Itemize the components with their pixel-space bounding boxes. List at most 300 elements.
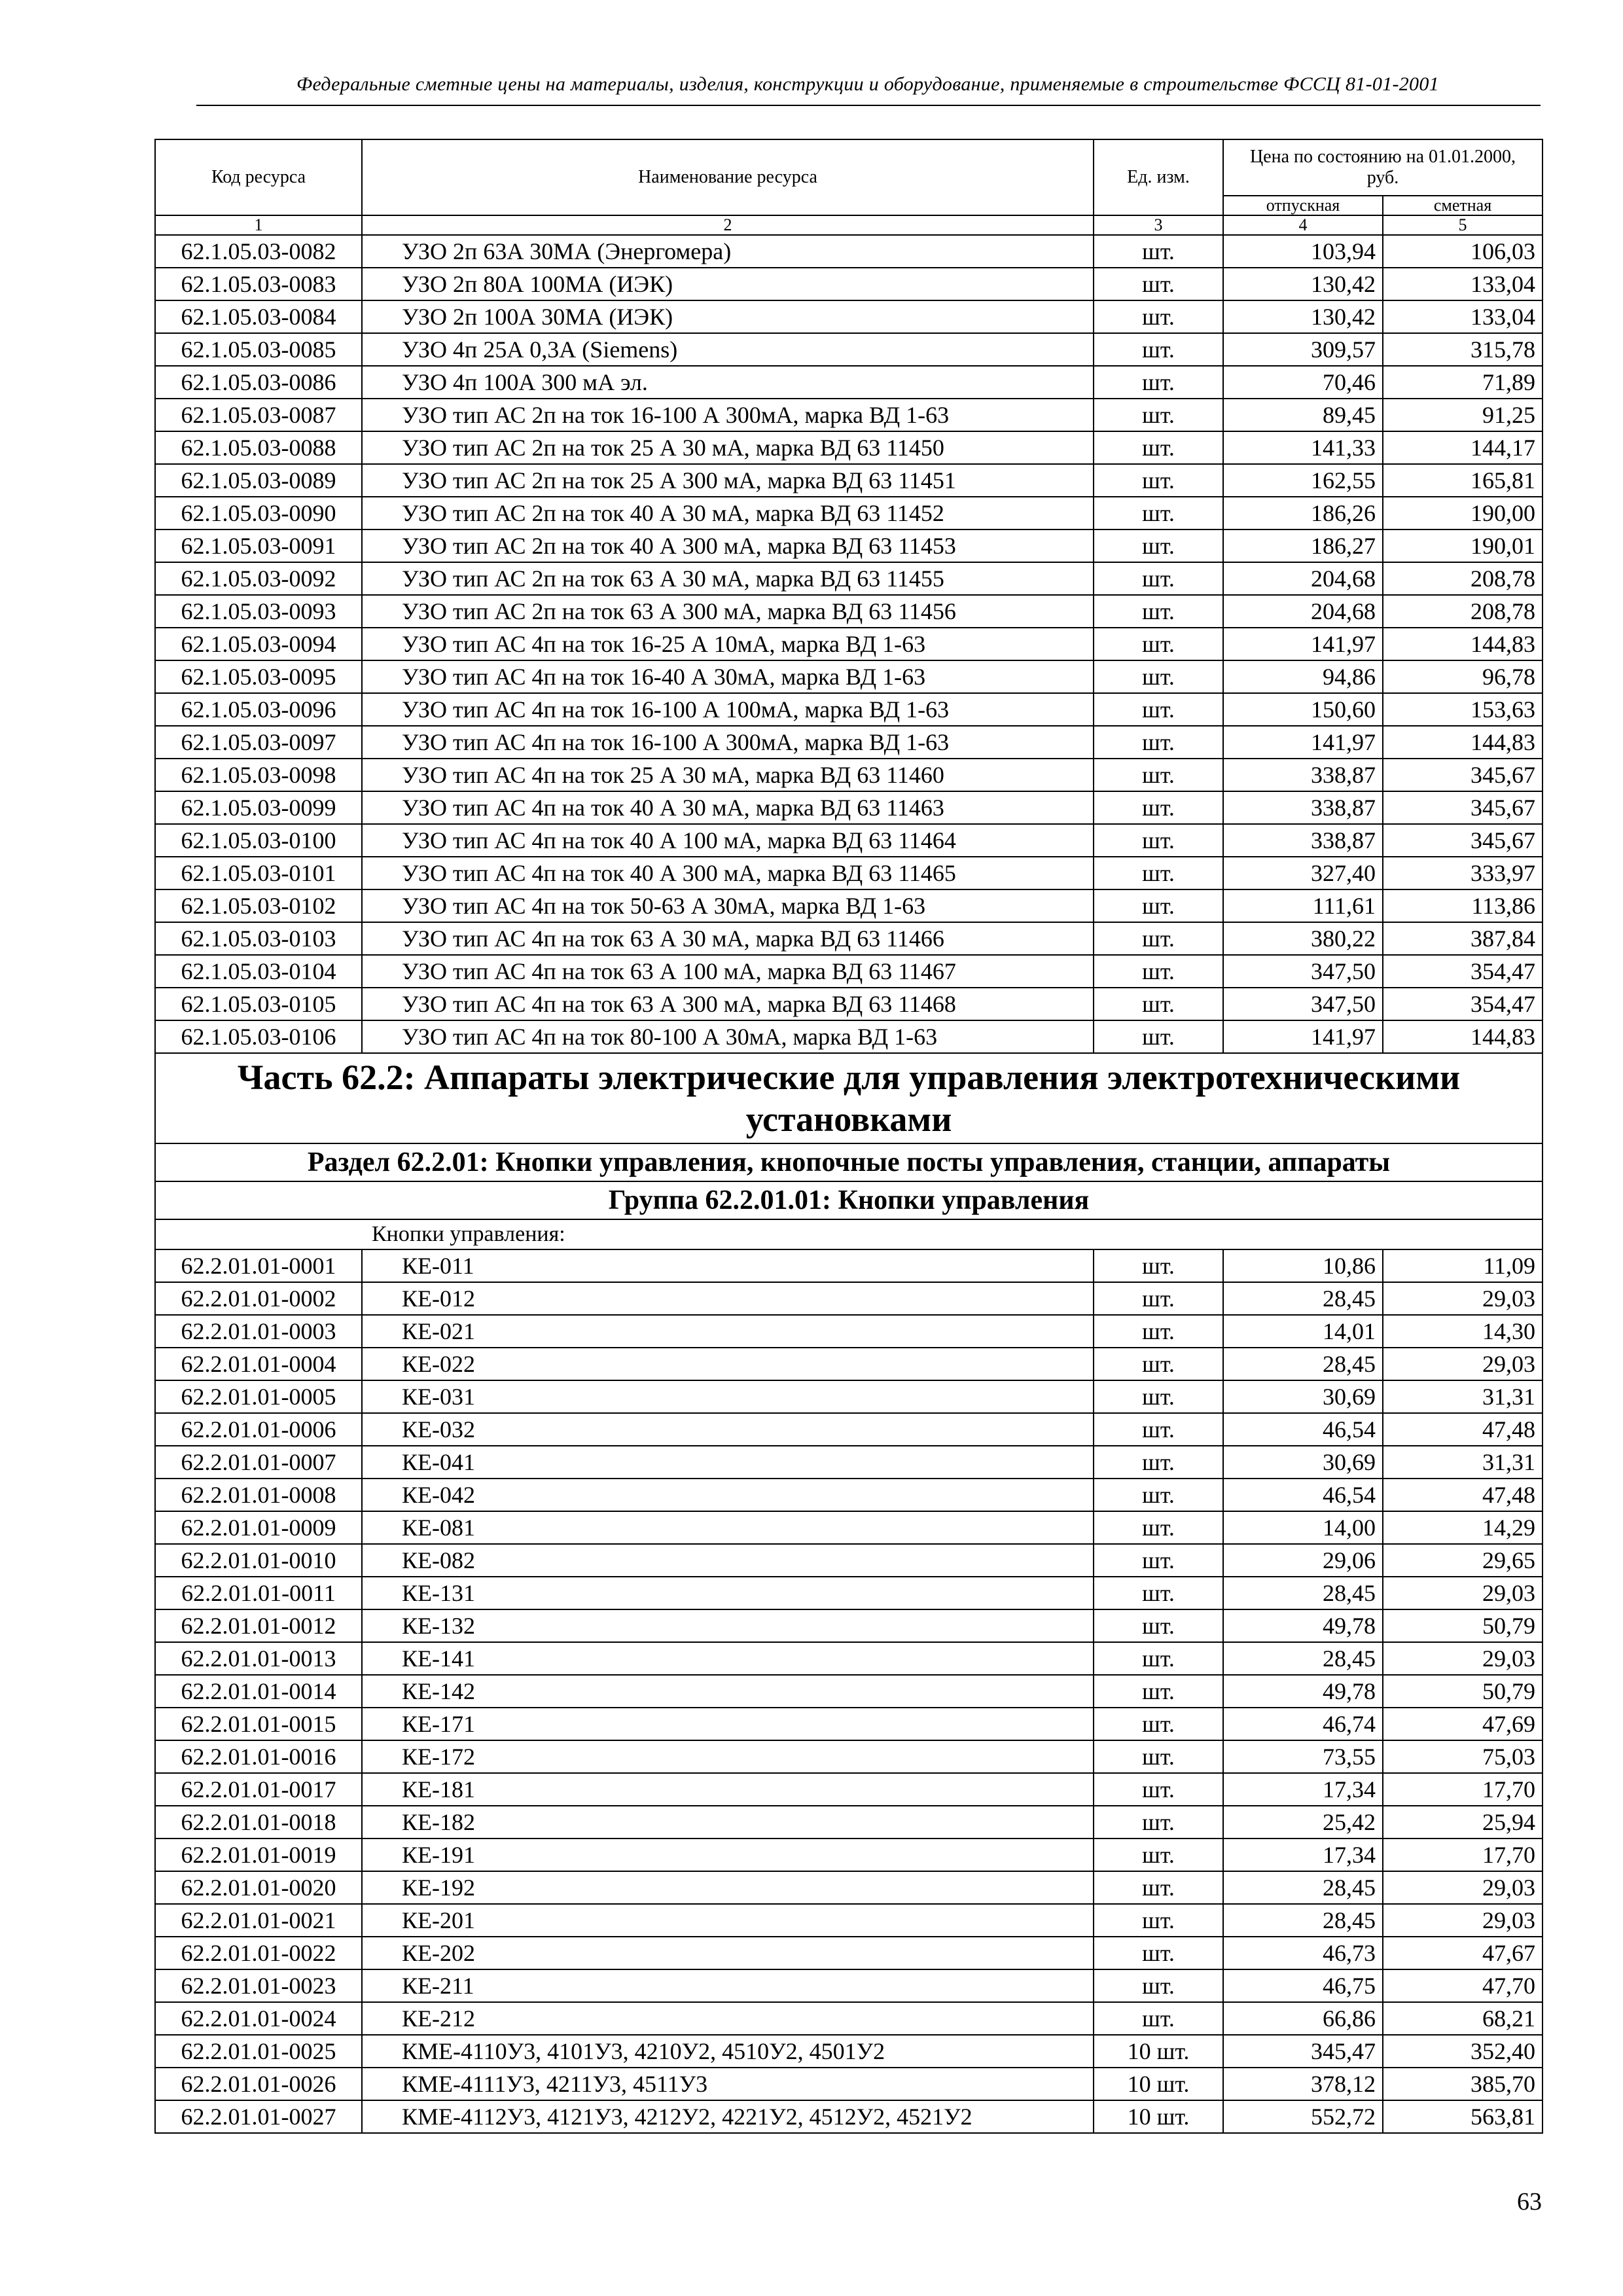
release-price: 111,61 bbox=[1223, 889, 1383, 922]
estimate-price: 25,94 bbox=[1383, 1806, 1543, 1839]
unit-of-measure: шт. bbox=[1094, 464, 1223, 497]
resource-name: УЗО тип АС 2п на ток 25 А 300 мА, марка ВД 63 11451 bbox=[362, 464, 1094, 497]
unit-of-measure: шт. bbox=[1094, 1871, 1223, 1904]
release-price: 49,78 bbox=[1223, 1609, 1383, 1642]
release-price: 378,12 bbox=[1223, 2068, 1383, 2100]
unit-of-measure: шт. bbox=[1094, 922, 1223, 955]
resource-code: 62.2.01.01-0014 bbox=[155, 1675, 362, 1708]
release-price: 380,22 bbox=[1223, 922, 1383, 955]
resource-name: УЗО тип АС 4п на ток 63 А 100 мА, марка ВД 63 11467 bbox=[362, 955, 1094, 988]
col-number: 1 bbox=[155, 215, 362, 235]
resource-name: УЗО 4п 100А 300 мА эл. bbox=[362, 366, 1094, 399]
unit-of-measure: шт. bbox=[1094, 1675, 1223, 1708]
resource-code: 62.1.05.03-0092 bbox=[155, 562, 362, 595]
button-rows bbox=[155, 1249, 1543, 2133]
resource-code: 62.2.01.01-0027 bbox=[155, 2100, 362, 2133]
unit-of-measure: шт. bbox=[1094, 693, 1223, 726]
estimate-price: 29,03 bbox=[1383, 1871, 1543, 1904]
resource-name: УЗО тип АС 2п на ток 16-100 А 300мА, марка ВД 1-63 bbox=[362, 399, 1094, 431]
table-row bbox=[155, 1348, 1543, 1380]
release-price: 46,74 bbox=[1223, 1708, 1383, 1740]
table-row bbox=[155, 1020, 1543, 1053]
col-number: 2 bbox=[362, 215, 1094, 235]
unit-of-measure: шт. bbox=[1094, 1577, 1223, 1609]
estimate-price: 47,70 bbox=[1383, 1969, 1543, 2002]
table-row bbox=[155, 497, 1543, 529]
release-price: 46,54 bbox=[1223, 1413, 1383, 1446]
release-price: 49,78 bbox=[1223, 1675, 1383, 1708]
release-price: 28,45 bbox=[1223, 1904, 1383, 1937]
estimate-price: 385,70 bbox=[1383, 2068, 1543, 2100]
resource-code: 62.1.05.03-0085 bbox=[155, 333, 362, 366]
resource-code: 62.1.05.03-0088 bbox=[155, 431, 362, 464]
release-price: 28,45 bbox=[1223, 1642, 1383, 1675]
release-price: 347,50 bbox=[1223, 955, 1383, 988]
release-price: 345,47 bbox=[1223, 2035, 1383, 2068]
resource-code: 62.1.05.03-0095 bbox=[155, 660, 362, 693]
resource-code: 62.2.01.01-0025 bbox=[155, 2035, 362, 2068]
table-row bbox=[155, 660, 1543, 693]
release-price: 204,68 bbox=[1223, 595, 1383, 628]
unit-of-measure: шт. bbox=[1094, 235, 1223, 268]
table-row bbox=[155, 268, 1543, 300]
table-row bbox=[155, 1642, 1543, 1675]
unit-of-measure: шт. bbox=[1094, 1937, 1223, 1969]
table-row bbox=[155, 1249, 1543, 1282]
unit-of-measure: шт. bbox=[1094, 1446, 1223, 1479]
estimate-price: 11,09 bbox=[1383, 1249, 1543, 1282]
estimate-price: 144,17 bbox=[1383, 431, 1543, 464]
table-row bbox=[155, 562, 1543, 595]
release-price: 14,00 bbox=[1223, 1511, 1383, 1544]
resource-name: КМЕ-4112У3, 4121У3, 4212У2, 4221У2, 4512У2, 4521У2 bbox=[362, 2100, 1094, 2133]
estimate-price: 29,03 bbox=[1383, 1642, 1543, 1675]
estimate-price: 208,78 bbox=[1383, 562, 1543, 595]
resource-name: КЕ-171 bbox=[362, 1708, 1094, 1740]
unit-of-measure: 10 шт. bbox=[1094, 2100, 1223, 2133]
resource-code: 62.1.05.03-0091 bbox=[155, 529, 362, 562]
unit-of-measure: шт. bbox=[1094, 497, 1223, 529]
resource-code: 62.2.01.01-0019 bbox=[155, 1839, 362, 1871]
unit-of-measure: шт. bbox=[1094, 759, 1223, 791]
table-row bbox=[155, 759, 1543, 791]
table-row bbox=[155, 1479, 1543, 1511]
resource-code: 62.2.01.01-0011 bbox=[155, 1577, 362, 1609]
unit-of-measure: шт. bbox=[1094, 1413, 1223, 1446]
resource-code: 62.2.01.01-0005 bbox=[155, 1380, 362, 1413]
estimate-price: 17,70 bbox=[1383, 1773, 1543, 1806]
estimate-price: 29,03 bbox=[1383, 1904, 1543, 1937]
unit-of-measure: шт. bbox=[1094, 988, 1223, 1020]
estimate-price: 133,04 bbox=[1383, 268, 1543, 300]
resource-name: КЕ-021 bbox=[362, 1315, 1094, 1348]
table-row bbox=[155, 988, 1543, 1020]
table-row bbox=[155, 1904, 1543, 1937]
release-price: 327,40 bbox=[1223, 857, 1383, 889]
col-header-estimate-price: сметная bbox=[1383, 196, 1543, 215]
resource-code: 62.2.01.01-0012 bbox=[155, 1609, 362, 1642]
estimate-price: 68,21 bbox=[1383, 2002, 1543, 2035]
estimate-price: 47,48 bbox=[1383, 1413, 1543, 1446]
table-row bbox=[155, 824, 1543, 857]
unit-of-measure: шт. bbox=[1094, 529, 1223, 562]
resource-code: 62.1.05.03-0087 bbox=[155, 399, 362, 431]
resource-code: 62.1.05.03-0104 bbox=[155, 955, 362, 988]
table-row bbox=[155, 693, 1543, 726]
unit-of-measure: шт. bbox=[1094, 857, 1223, 889]
resource-code: 62.1.05.03-0098 bbox=[155, 759, 362, 791]
col-header-name: Наименование ресурса bbox=[362, 139, 1094, 215]
release-price: 66,86 bbox=[1223, 2002, 1383, 2035]
part-title: Часть 62.2: Аппараты электрические для управления электротехническими установками bbox=[155, 1053, 1543, 1143]
table-row bbox=[155, 2002, 1543, 2035]
resource-name: КЕ-082 bbox=[362, 1544, 1094, 1577]
table-row bbox=[155, 1871, 1543, 1904]
col-header-unit: Ед. изм. bbox=[1094, 139, 1223, 215]
estimate-price: 165,81 bbox=[1383, 464, 1543, 497]
unit-of-measure: шт. bbox=[1094, 889, 1223, 922]
table-row bbox=[155, 1413, 1543, 1446]
resource-code: 62.2.01.01-0015 bbox=[155, 1708, 362, 1740]
release-price: 70,46 bbox=[1223, 366, 1383, 399]
table-row bbox=[155, 1773, 1543, 1806]
estimate-price: 31,31 bbox=[1383, 1380, 1543, 1413]
resource-code: 62.2.01.01-0023 bbox=[155, 1969, 362, 2002]
resource-code: 62.2.01.01-0016 bbox=[155, 1740, 362, 1773]
release-price: 46,73 bbox=[1223, 1937, 1383, 1969]
resource-code: 62.2.01.01-0022 bbox=[155, 1937, 362, 1969]
unit-of-measure: шт. bbox=[1094, 1708, 1223, 1740]
table-row bbox=[155, 464, 1543, 497]
resource-name: УЗО тип АС 2п на ток 40 А 300 мА, марка ВД 63 11453 bbox=[362, 529, 1094, 562]
resource-name: УЗО тип АС 4п на ток 50-63 А 30мА, марка ВД 1-63 bbox=[362, 889, 1094, 922]
table-row bbox=[155, 791, 1543, 824]
resource-name: УЗО тип АС 4п на ток 80-100 А 30мА, марка ВД 1-63 bbox=[362, 1020, 1094, 1053]
estimate-price: 144,83 bbox=[1383, 628, 1543, 660]
release-price: 309,57 bbox=[1223, 333, 1383, 366]
resource-name: КЕ-042 bbox=[362, 1479, 1094, 1511]
resource-name: КЕ-191 bbox=[362, 1839, 1094, 1871]
release-price: 28,45 bbox=[1223, 1348, 1383, 1380]
resource-code: 62.2.01.01-0017 bbox=[155, 1773, 362, 1806]
unit-of-measure: шт. bbox=[1094, 1969, 1223, 2002]
resource-name: УЗО тип АС 4п на ток 25 А 30 мА, марка ВД 63 11460 bbox=[362, 759, 1094, 791]
estimate-price: 208,78 bbox=[1383, 595, 1543, 628]
resource-name: КЕ-211 bbox=[362, 1969, 1094, 2002]
unit-of-measure: шт. bbox=[1094, 1479, 1223, 1511]
subgroup-label: Кнопки управления: bbox=[155, 1219, 1543, 1249]
table-row bbox=[155, 235, 1543, 268]
table-row bbox=[155, 1839, 1543, 1871]
release-price: 25,42 bbox=[1223, 1806, 1383, 1839]
release-price: 204,68 bbox=[1223, 562, 1383, 595]
unit-of-measure: шт. bbox=[1094, 399, 1223, 431]
estimate-price: 315,78 bbox=[1383, 333, 1543, 366]
table-row bbox=[155, 922, 1543, 955]
table-row bbox=[155, 726, 1543, 759]
resource-code: 62.1.05.03-0086 bbox=[155, 366, 362, 399]
page-number: 63 bbox=[1517, 2188, 1542, 2215]
unit-of-measure: шт. bbox=[1094, 1380, 1223, 1413]
rcd-rows bbox=[155, 235, 1543, 1053]
release-price: 17,34 bbox=[1223, 1773, 1383, 1806]
resource-name: УЗО тип АС 4п на ток 63 А 30 мА, марка ВД 63 11466 bbox=[362, 922, 1094, 955]
estimate-price: 345,67 bbox=[1383, 759, 1543, 791]
resource-name: КЕ-022 bbox=[362, 1348, 1094, 1380]
resource-name: КЕ-182 bbox=[362, 1806, 1094, 1839]
resource-code: 62.1.05.03-0100 bbox=[155, 824, 362, 857]
unit-of-measure: шт. bbox=[1094, 1806, 1223, 1839]
estimate-price: 50,79 bbox=[1383, 1609, 1543, 1642]
resource-name: УЗО тип АС 2п на ток 63 А 300 мА, марка ВД 63 11456 bbox=[362, 595, 1094, 628]
release-price: 186,26 bbox=[1223, 497, 1383, 529]
estimate-price: 17,70 bbox=[1383, 1839, 1543, 1871]
resource-code: 62.1.05.03-0101 bbox=[155, 857, 362, 889]
resource-code: 62.1.05.03-0090 bbox=[155, 497, 362, 529]
unit-of-measure: шт. bbox=[1094, 1020, 1223, 1053]
estimate-price: 31,31 bbox=[1383, 1446, 1543, 1479]
table-row bbox=[155, 595, 1543, 628]
resource-code: 62.1.05.03-0094 bbox=[155, 628, 362, 660]
release-price: 46,75 bbox=[1223, 1969, 1383, 2002]
col-header-code: Код ресурса bbox=[155, 139, 362, 215]
release-price: 30,69 bbox=[1223, 1446, 1383, 1479]
unit-of-measure: шт. bbox=[1094, 300, 1223, 333]
table-row bbox=[155, 1969, 1543, 2002]
estimate-price: 29,03 bbox=[1383, 1348, 1543, 1380]
resource-code: 62.2.01.01-0026 bbox=[155, 2068, 362, 2100]
resource-code: 62.1.05.03-0083 bbox=[155, 268, 362, 300]
unit-of-measure: 10 шт. bbox=[1094, 2035, 1223, 2068]
resource-code: 62.2.01.01-0006 bbox=[155, 1413, 362, 1446]
resource-code: 62.1.05.03-0096 bbox=[155, 693, 362, 726]
estimate-price: 352,40 bbox=[1383, 2035, 1543, 2068]
release-price: 17,34 bbox=[1223, 1839, 1383, 1871]
table-row bbox=[155, 889, 1543, 922]
release-price: 94,86 bbox=[1223, 660, 1383, 693]
resource-name: УЗО 2п 63А 30МА (Энергомера) bbox=[362, 235, 1094, 268]
unit-of-measure: шт. bbox=[1094, 366, 1223, 399]
table-row bbox=[155, 1708, 1543, 1740]
estimate-price: 333,97 bbox=[1383, 857, 1543, 889]
resource-code: 62.2.01.01-0004 bbox=[155, 1348, 362, 1380]
resource-name: КЕ-201 bbox=[362, 1904, 1094, 1937]
resource-code: 62.1.05.03-0103 bbox=[155, 922, 362, 955]
section-title: Раздел 62.2.01: Кнопки управления, кнопочные посты управления, станции, аппараты bbox=[155, 1143, 1543, 1181]
estimate-price: 144,83 bbox=[1383, 726, 1543, 759]
resource-name: КЕ-081 bbox=[362, 1511, 1094, 1544]
release-price: 552,72 bbox=[1223, 2100, 1383, 2133]
unit-of-measure: шт. bbox=[1094, 791, 1223, 824]
resource-name: КЕ-202 bbox=[362, 1937, 1094, 1969]
resource-name: УЗО тип АС 4п на ток 40 А 300 мА, марка ВД 63 11465 bbox=[362, 857, 1094, 889]
resource-name: УЗО 2п 100А 30МА (ИЭК) bbox=[362, 300, 1094, 333]
release-price: 162,55 bbox=[1223, 464, 1383, 497]
unit-of-measure: шт. bbox=[1094, 333, 1223, 366]
release-price: 338,87 bbox=[1223, 791, 1383, 824]
release-price: 141,97 bbox=[1223, 1020, 1383, 1053]
resource-code: 62.1.05.03-0099 bbox=[155, 791, 362, 824]
release-price: 141,97 bbox=[1223, 726, 1383, 759]
estimate-price: 133,04 bbox=[1383, 300, 1543, 333]
release-price: 14,01 bbox=[1223, 1315, 1383, 1348]
table-row bbox=[155, 431, 1543, 464]
estimate-price: 144,83 bbox=[1383, 1020, 1543, 1053]
running-header: Федеральные сметные цены на материалы, изделия, конструкции и оборудование, применяемые в строительстве ФССЦ 81-01-2001 bbox=[296, 73, 1439, 95]
resource-name: КМЕ-4110У3, 4101У3, 4210У2, 4510У2, 4501У2 bbox=[362, 2035, 1094, 2068]
resource-name: КЕ-192 bbox=[362, 1871, 1094, 1904]
estimate-price: 345,67 bbox=[1383, 791, 1543, 824]
unit-of-measure: шт. bbox=[1094, 1249, 1223, 1282]
table-row bbox=[155, 1315, 1543, 1348]
resource-code: 62.1.05.03-0097 bbox=[155, 726, 362, 759]
resource-name: УЗО тип АС 2п на ток 25 А 30 мА, марка ВД 63 11450 bbox=[362, 431, 1094, 464]
table-row bbox=[155, 399, 1543, 431]
estimate-price: 354,47 bbox=[1383, 988, 1543, 1020]
table-row bbox=[155, 1675, 1543, 1708]
table-row bbox=[155, 1740, 1543, 1773]
estimate-price: 50,79 bbox=[1383, 1675, 1543, 1708]
resource-code: 62.2.01.01-0002 bbox=[155, 1282, 362, 1315]
resource-name: КЕ-132 bbox=[362, 1609, 1094, 1642]
unit-of-measure: шт. bbox=[1094, 1904, 1223, 1937]
estimate-price: 113,86 bbox=[1383, 889, 1543, 922]
estimate-price: 190,00 bbox=[1383, 497, 1543, 529]
resource-code: 62.2.01.01-0007 bbox=[155, 1446, 362, 1479]
price-table bbox=[154, 139, 1543, 2134]
unit-of-measure: шт. bbox=[1094, 1773, 1223, 1806]
resource-name: УЗО 4п 25А 0,3А (Siemens) bbox=[362, 333, 1094, 366]
resource-code: 62.1.05.03-0082 bbox=[155, 235, 362, 268]
unit-of-measure: шт. bbox=[1094, 1315, 1223, 1348]
unit-of-measure: шт. bbox=[1094, 726, 1223, 759]
release-price: 10,86 bbox=[1223, 1249, 1383, 1282]
estimate-price: 29,03 bbox=[1383, 1282, 1543, 1315]
release-price: 89,45 bbox=[1223, 399, 1383, 431]
release-price: 29,06 bbox=[1223, 1544, 1383, 1577]
release-price: 130,42 bbox=[1223, 300, 1383, 333]
resource-code: 62.1.05.03-0102 bbox=[155, 889, 362, 922]
table-row bbox=[155, 366, 1543, 399]
resource-name: КЕ-212 bbox=[362, 2002, 1094, 2035]
resource-name: УЗО тип АС 4п на ток 16-100 А 300мА, марка ВД 1-63 bbox=[362, 726, 1094, 759]
resource-code: 62.2.01.01-0003 bbox=[155, 1315, 362, 1348]
resource-name: КЕ-012 bbox=[362, 1282, 1094, 1315]
resource-code: 62.2.01.01-0008 bbox=[155, 1479, 362, 1511]
resource-code: 62.1.05.03-0106 bbox=[155, 1020, 362, 1053]
resource-code: 62.1.05.03-0105 bbox=[155, 988, 362, 1020]
table-row bbox=[155, 529, 1543, 562]
estimate-price: 14,30 bbox=[1383, 1315, 1543, 1348]
estimate-price: 29,03 bbox=[1383, 1577, 1543, 1609]
table-row bbox=[155, 857, 1543, 889]
resource-name: УЗО тип АС 2п на ток 63 А 30 мА, марка ВД 63 11455 bbox=[362, 562, 1094, 595]
table-row bbox=[155, 333, 1543, 366]
release-price: 73,55 bbox=[1223, 1740, 1383, 1773]
unit-of-measure: шт. bbox=[1094, 562, 1223, 595]
estimate-price: 106,03 bbox=[1383, 235, 1543, 268]
resource-name: КМЕ-4111У3, 4211У3, 4511У3 bbox=[362, 2068, 1094, 2100]
unit-of-measure: шт. bbox=[1094, 955, 1223, 988]
release-price: 338,87 bbox=[1223, 824, 1383, 857]
release-price: 46,54 bbox=[1223, 1479, 1383, 1511]
resource-code: 62.2.01.01-0001 bbox=[155, 1249, 362, 1282]
resource-code: 62.2.01.01-0013 bbox=[155, 1642, 362, 1675]
resource-name: КЕ-032 bbox=[362, 1413, 1094, 1446]
estimate-price: 91,25 bbox=[1383, 399, 1543, 431]
unit-of-measure: шт. bbox=[1094, 824, 1223, 857]
unit-of-measure: шт. bbox=[1094, 595, 1223, 628]
unit-of-measure: шт. bbox=[1094, 1740, 1223, 1773]
resource-name: УЗО тип АС 4п на ток 16-40 А 30мА, марка ВД 1-63 bbox=[362, 660, 1094, 693]
estimate-price: 47,69 bbox=[1383, 1708, 1543, 1740]
resource-name: КЕ-181 bbox=[362, 1773, 1094, 1806]
release-price: 103,94 bbox=[1223, 235, 1383, 268]
resource-name: УЗО тип АС 4п на ток 40 А 100 мА, марка ВД 63 11464 bbox=[362, 824, 1094, 857]
resource-code: 62.2.01.01-0010 bbox=[155, 1544, 362, 1577]
table-row bbox=[155, 1544, 1543, 1577]
group-title: Группа 62.2.01.01: Кнопки управления bbox=[155, 1181, 1543, 1219]
col-header-release-price: отпускная bbox=[1223, 196, 1383, 215]
estimate-price: 14,29 bbox=[1383, 1511, 1543, 1544]
release-price: 28,45 bbox=[1223, 1282, 1383, 1315]
resource-name: УЗО тип АС 4п на ток 16-100 А 100мА, марка ВД 1-63 bbox=[362, 693, 1094, 726]
header-rule bbox=[196, 105, 1541, 106]
resource-name: УЗО тип АС 4п на ток 16-25 А 10мА, марка ВД 1-63 bbox=[362, 628, 1094, 660]
estimate-price: 354,47 bbox=[1383, 955, 1543, 988]
resource-code: 62.2.01.01-0020 bbox=[155, 1871, 362, 1904]
resource-code: 62.1.05.03-0093 bbox=[155, 595, 362, 628]
release-price: 28,45 bbox=[1223, 1871, 1383, 1904]
unit-of-measure: шт. bbox=[1094, 268, 1223, 300]
unit-of-measure: шт. bbox=[1094, 1642, 1223, 1675]
table-row bbox=[155, 2035, 1543, 2068]
table-row bbox=[155, 1609, 1543, 1642]
resource-code: 62.2.01.01-0021 bbox=[155, 1904, 362, 1937]
release-price: 28,45 bbox=[1223, 1577, 1383, 1609]
resource-code: 62.2.01.01-0009 bbox=[155, 1511, 362, 1544]
estimate-price: 75,03 bbox=[1383, 1740, 1543, 1773]
table-row bbox=[155, 955, 1543, 988]
unit-of-measure: шт. bbox=[1094, 628, 1223, 660]
table-row bbox=[155, 628, 1543, 660]
estimate-price: 563,81 bbox=[1383, 2100, 1543, 2133]
resource-name: КЕ-172 bbox=[362, 1740, 1094, 1773]
unit-of-measure: шт. bbox=[1094, 1348, 1223, 1380]
table-row bbox=[155, 1511, 1543, 1544]
release-price: 30,69 bbox=[1223, 1380, 1383, 1413]
table-row bbox=[155, 2068, 1543, 2100]
col-number: 5 bbox=[1383, 215, 1543, 235]
release-price: 141,33 bbox=[1223, 431, 1383, 464]
release-price: 150,60 bbox=[1223, 693, 1383, 726]
unit-of-measure: шт. bbox=[1094, 431, 1223, 464]
unit-of-measure: шт. bbox=[1094, 1511, 1223, 1544]
estimate-price: 387,84 bbox=[1383, 922, 1543, 955]
table-row bbox=[155, 300, 1543, 333]
resource-name: КЕ-131 bbox=[362, 1577, 1094, 1609]
resource-name: КЕ-031 bbox=[362, 1380, 1094, 1413]
resource-name: УЗО тип АС 4п на ток 63 А 300 мА, марка ВД 63 11468 bbox=[362, 988, 1094, 1020]
resource-code: 62.2.01.01-0018 bbox=[155, 1806, 362, 1839]
resource-name: УЗО 2п 80А 100МА (ИЭК) bbox=[362, 268, 1094, 300]
resource-name: КЕ-041 bbox=[362, 1446, 1094, 1479]
table-row bbox=[155, 1282, 1543, 1315]
estimate-price: 71,89 bbox=[1383, 366, 1543, 399]
unit-of-measure: шт. bbox=[1094, 1609, 1223, 1642]
unit-of-measure: шт. bbox=[1094, 2002, 1223, 2035]
resource-code: 62.2.01.01-0024 bbox=[155, 2002, 362, 2035]
